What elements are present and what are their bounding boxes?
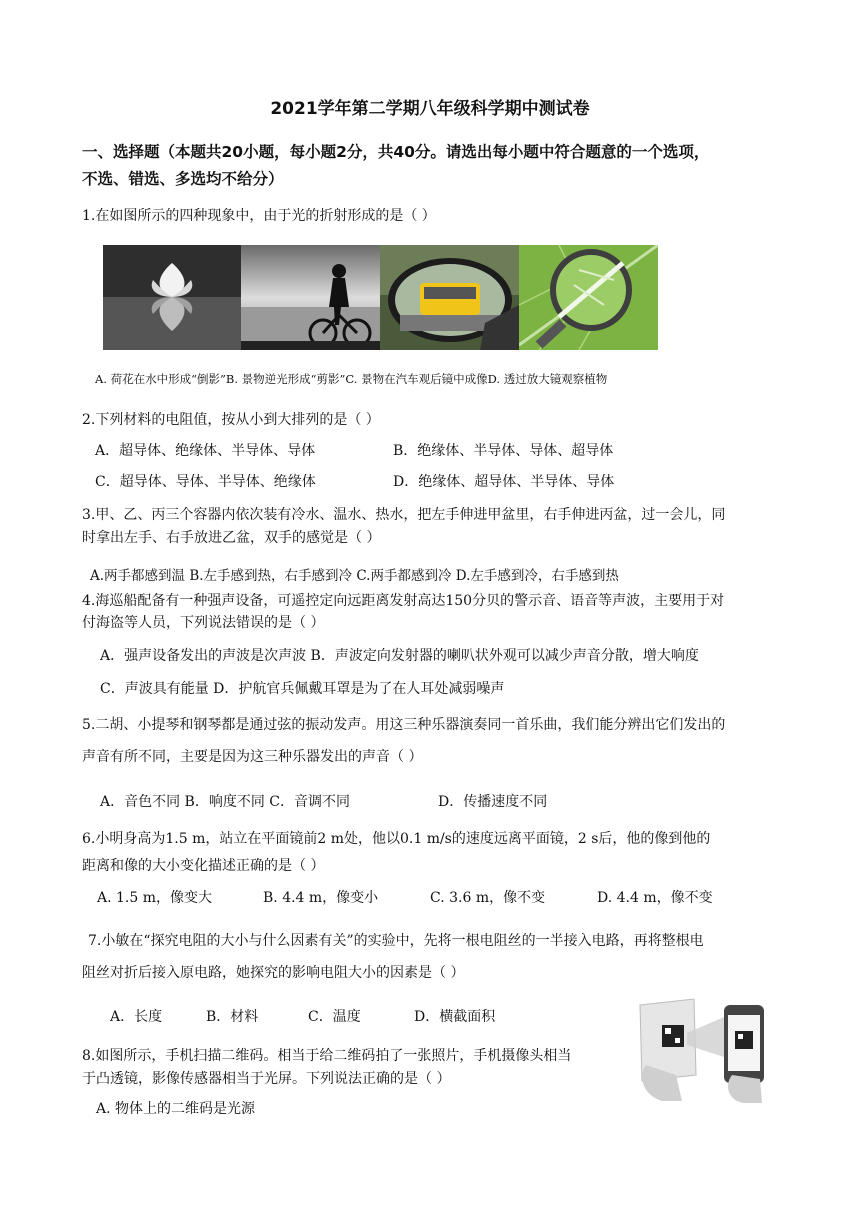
q7-option-c: C．温度: [308, 1009, 361, 1025]
q4-stem-line2: 付海盗等人员，下列说法错误的是（ ）: [82, 615, 325, 631]
q3-stem-line1: 3.甲、乙、丙三个容器内依次装有冷水、温水、热水，把左手伸进甲盆里，右手伸进丙盆，过一会儿，同: [82, 507, 726, 523]
qr-scan-image: [632, 995, 772, 1105]
lotus-reflection-image: [103, 245, 241, 350]
q2-option-b: B．绝缘体、半导体、导体、超导体: [393, 443, 614, 459]
q4-options-line2: C．声波具有能量 D．护航官兵佩戴耳罩是为了在人耳处减弱噪声: [100, 681, 505, 697]
q2-option-d: D．绝缘体、超导体、半导体、导体: [393, 474, 615, 490]
silhouette-image: [241, 245, 380, 350]
q5-stem-line1: 5.二胡、小提琴和钢琴都是通过弦的振动发声。用这三种乐器演奏同一首乐曲，我们能分辨出它们发出的: [82, 717, 726, 733]
car-mirror-image: [380, 245, 519, 350]
q8-stem-line2: 于凸透镜，影像传感器相当于光屏。下列说法正确的是（ ）: [82, 1071, 451, 1087]
q4-options-line1: A．强声设备发出的声波是次声波 B．声波定向发射器的喇叭状外观可以减少声音分散，增大响度: [100, 648, 699, 664]
q6-option-c: C. 3.6 m，像不变: [430, 890, 546, 906]
q7-stem-line2: 阻丝对折后接入原电路，她探究的影响电阻大小的因素是（ ）: [82, 965, 465, 981]
section-heading-line1: 一、选择题（本题共20小题，每小题2分，共40分。请选出每小题中符合题意的一个选项，: [82, 143, 710, 161]
magnifier-leaf-image: [519, 245, 658, 350]
q1-caption: A. 荷花在水中形成“倒影”B. 景物逆光形成“剪影”C. 景物在汽车观后镜中成像D. 透过放大镜观察植物: [95, 372, 608, 386]
q3-options: A.两手都感到温 B.左手感到热，右手感到冷 C.两手都感到冷 D.左手感到冷，右手感到热: [90, 568, 619, 584]
q4-stem-line1: 4.海巡船配备有一种强声设备，可遥控定向远距离发射高达150分贝的警示音、语音等声波，主要用于对: [82, 593, 725, 609]
section-heading-line2: 不选、错选、多选均不给分）: [82, 170, 284, 188]
q8-stem-line1: 8.如图所示，手机扫描二维码。相当于给二维码拍了一张照片，手机摄像头相当: [82, 1048, 572, 1064]
q6-option-a: A. 1.5 m，像变大: [97, 890, 213, 906]
q6-option-b: B. 4.4 m，像变小: [263, 890, 379, 906]
q1-stem: 1.在如图所示的四种现象中，由于光的折射形成的是（ ）: [82, 208, 436, 224]
q5-options-abc: A．音色不同 B．响度不同 C．音调不同: [100, 794, 351, 810]
q6-stem-line1: 6.小明身高为1.5 m，站立在平面镜前2 m处，他以0.1 m/s的速度远离平面镜，2 s后，他的像到他的: [82, 831, 711, 847]
page-title: 2021学年第二学期八年级科学期中测试卷: [270, 99, 590, 119]
q5-stem-line2: 声音有所不同，主要是因为这三种乐器发出的声音（ ）: [82, 749, 423, 765]
q7-option-b: B．材料: [206, 1009, 259, 1025]
q3-stem-line2: 时拿出左手、右手放进乙盆，双手的感觉是（ ）: [82, 530, 381, 546]
q7-option-a: A．长度: [110, 1009, 163, 1025]
q2-option-c: C．超导体、导体、半导体、绝缘体: [95, 474, 316, 490]
q7-stem-line1: 7.小敏在“探究电阻的大小与什么因素有关”的实验中，先将一根电阻丝的一半接入电路，再将整根电: [88, 933, 704, 949]
q2-option-a: A．超导体、绝缘体、半导体、导体: [95, 443, 316, 459]
q8-option-a: A. 物体上的二维码是光源: [96, 1101, 256, 1117]
q6-option-d: D. 4.4 m，像不变: [597, 890, 713, 906]
q5-option-d: D．传播速度不同: [438, 794, 548, 810]
q2-stem: 2.下列材料的电阻值，按从小到大排列的是（ ）: [82, 412, 380, 428]
q6-stem-line2: 距离和像的大小变化描述正确的是（ ）: [82, 858, 325, 874]
q7-option-d: D．横截面积: [414, 1009, 496, 1025]
